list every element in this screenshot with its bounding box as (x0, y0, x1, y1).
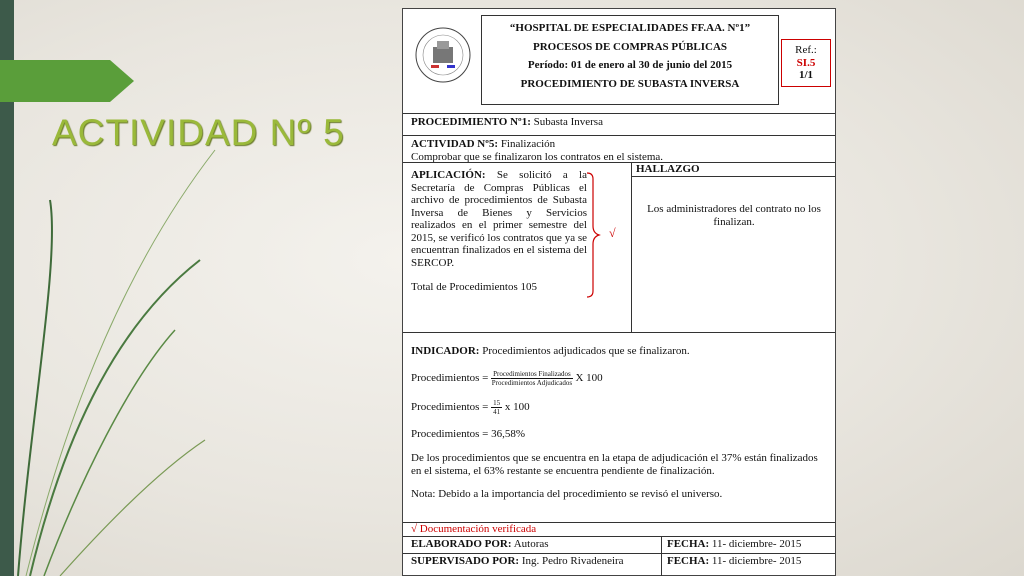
elaborado-label: ELABORADO POR: (411, 538, 512, 550)
verificada-text: √ Documentación verificada (411, 523, 537, 535)
supervisado-label: SUPERVISADO POR: (411, 555, 520, 567)
column-divider (631, 163, 632, 333)
verificada-row (403, 522, 835, 536)
ref-code: SI.5 (796, 56, 816, 69)
aplicacion-row (403, 162, 835, 334)
indicador-row (403, 332, 835, 524)
hospital-logo-icon (413, 25, 473, 85)
procedimiento-value: Subasta Inversa (533, 116, 603, 128)
hallazgo-header: HALLAZGO (632, 163, 835, 177)
period: Período: 01 de enero al 30 de junio del 2015 (527, 59, 733, 72)
actividad-label: ACTIVIDAD Nº5: (411, 138, 499, 150)
supervisado-value: Ing. Pedro Rivadeneira (521, 555, 624, 567)
formula-1-right: X 100 (575, 371, 603, 384)
total-procedimientos: Total de Procedimientos 105 (411, 281, 538, 293)
supervisado-row (403, 553, 835, 575)
formula-2 (411, 399, 827, 416)
ref-label: Ref.: (795, 44, 817, 56)
aplicacion-label: APLICACIÓN: (411, 169, 486, 181)
supervisado-fecha: 11- diciembre- 2015 (711, 555, 802, 567)
formula-2-left: Procedimientos = (411, 400, 489, 413)
audit-document (402, 8, 836, 576)
formula-2-den: 41 (493, 407, 501, 416)
reference-box (781, 39, 831, 87)
actividad-row (403, 135, 835, 165)
indicador-label: INDICADOR: (411, 345, 480, 357)
process-title: PROCESOS DE COMPRAS PÚBLICAS (532, 40, 728, 53)
hospital-name: “HOSPITAL DE ESPECIALIDADES FF.AA. Nº1” (509, 22, 751, 34)
ref-page: 1/1 (798, 69, 814, 82)
header-box (481, 15, 779, 105)
aplicacion-cell (411, 169, 587, 294)
elaborado-row (403, 536, 835, 553)
formula-2-num: 15 (493, 398, 501, 407)
hallazgo-text: Los administradores del contrato no los finalizan. (647, 203, 821, 228)
indicador-value: Procedimientos adjudicados que se finalizaron. (482, 345, 690, 357)
supervisado-divider (661, 554, 662, 576)
nota-text: Nota: Debido a la importancia del procedimiento se revisó el universo. (411, 487, 723, 500)
actividad-value: Finalización (500, 138, 556, 150)
formula-1-fraction (491, 370, 573, 387)
formula-1-num: Procedimientos Finalizados (493, 369, 571, 378)
elaborado-divider (661, 537, 662, 553)
formula-2-fraction (491, 399, 502, 416)
procedimiento-label: PROCEDIMIENTO Nº1: (411, 116, 531, 128)
conclusion-text: De los procedimientos que se encuentra en la etapa de adjudicación el 37% están finalizados en el sistema, el 63% restante se encuentra pendiente de finalización. (411, 452, 818, 477)
formula-1 (411, 370, 827, 387)
decorative-curves (0, 0, 400, 576)
elaborado-fecha-label: FECHA: (667, 538, 710, 550)
formula-result: Procedimientos = 36,58% (411, 427, 526, 440)
formula-1-left: Procedimientos = (411, 371, 489, 384)
procedure-title: PROCEDIMIENTO DE SUBASTA INVERSA (520, 77, 740, 90)
checkmark-icon: √ (609, 226, 616, 240)
elaborado-fecha: 11- diciembre- 2015 (711, 538, 802, 550)
aplicacion-text: Se solicitó a la Secretaría de Compras Públicas el archivo de procedimientos de Subasta Inversa de Bienes y Servicios realizados en el primer semestre del 2015, se verificó los contratos que ya se encuentran finalizados en el sistema del SERCOP. (411, 169, 587, 269)
formula-1-den: Procedimientos Adjudicados (491, 378, 573, 387)
actividad-desc: Comprobar que se finalizaron los contratos en el sistema. (411, 150, 664, 163)
supervisado-fecha-label: FECHA: (667, 555, 710, 567)
formula-2-right: x 100 (504, 400, 530, 413)
red-bracket-icon (585, 171, 609, 301)
slide-title: ACTIVIDAD Nº 5 (52, 112, 345, 153)
elaborado-value: Autoras (513, 538, 549, 550)
